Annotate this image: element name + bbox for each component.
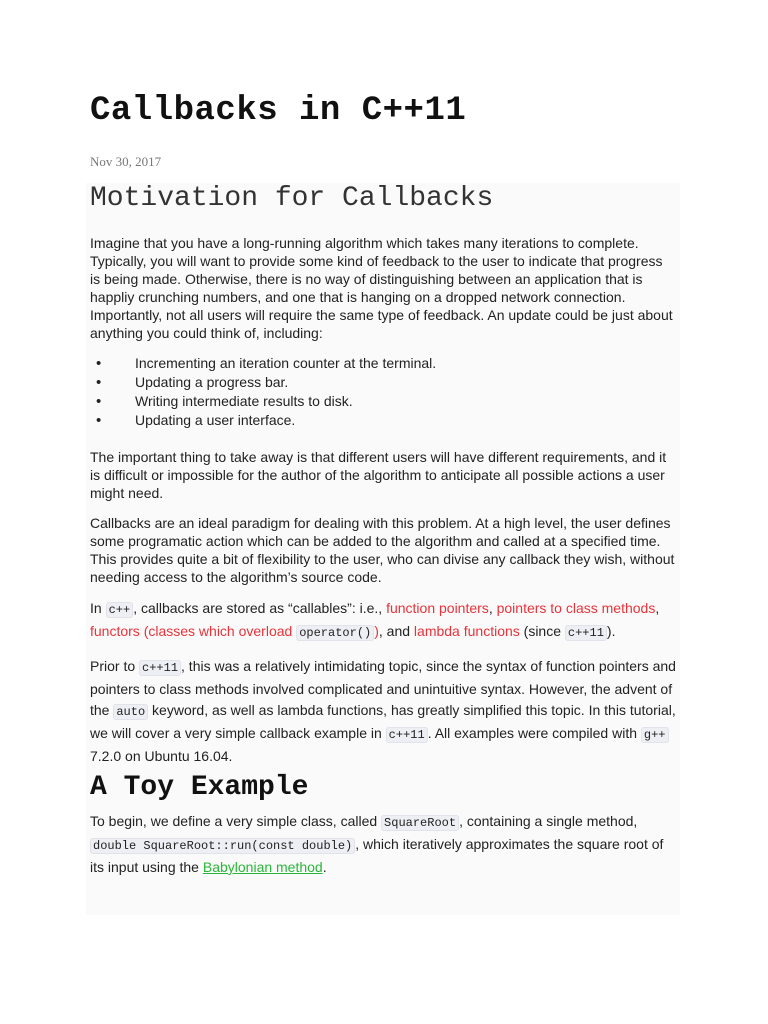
inline-code: operator() [296,625,374,641]
inline-code: c++ [106,602,134,618]
link-lambda-functions[interactable]: lambda functions [413,623,520,639]
text-span: . [322,859,327,875]
list-item: • Updating a progress bar. [90,373,676,392]
list-item: • Updating a user interface. [90,411,676,430]
paragraph-callables [90,598,676,644]
paragraph-intro: Imagine that you have a long-running algorithm which takes many iterations to complete. Typically, you will want to provide some kind of feedback to the user to indicate that progress is being made. Otherwise, there is no way of distinguishing between an application that is happliy crunching numbers, and one that is hanging on a dropped network connection. Importantly, not all users will require the same type of feedback. An update could be just about anything you could think of, including: [90,235,673,341]
link-pointers-to-class-methods[interactable]: pointers to class methods [496,600,656,616]
text-span: , containing a single method, [459,813,638,829]
text-span: , which iteratively approximates the square root of its input using the [90,836,664,875]
section-heading-toy-example: A Toy Example [90,772,309,803]
inline-code: double SquareRoot::run(const double) [90,838,355,854]
text-span: In [90,600,106,616]
section-heading-motivation: Motivation for Callbacks [90,183,494,214]
paragraph-callbacks-paradigm: Callbacks are an ideal paradigm for dealing with this problem. At a high level, the user defines some programatic action which can be added to the algorithm and called at a specified time. This provides quite a bit of flexibility to the user, who can divise any callback they wish, without needing access to the algorithm’s source code. [90,515,675,585]
post-date: Nov 30, 2017 [90,154,162,169]
link-function-pointers[interactable]: function pointers [386,600,489,616]
text-span: (since [519,623,565,639]
inline-code: c++11 [565,625,607,641]
link-text: ) [374,623,379,639]
text-span: ). [606,623,616,639]
list-item: • Incrementing an iteration counter at the terminal. [90,354,676,373]
inline-code: auto [113,704,148,720]
text-span: , callbacks are stored as “callables”: i.e., [133,600,387,616]
list-item: • Writing intermediate results to disk. [90,392,676,411]
inline-code: SquareRoot [381,815,459,831]
text-span: , and [378,623,414,639]
link-babylonian-method[interactable]: Babylonian method [202,859,323,875]
text-span: To begin, we define a very simple class, called [90,813,382,829]
paragraph-toy-example [90,811,676,878]
text-span: . All examples were compiled with [427,725,641,741]
text-span: , [655,600,660,616]
inline-code: c++11 [139,660,181,676]
text-span: , [488,600,497,616]
article-body [90,234,676,890]
inline-code: g++ [641,727,669,743]
inline-code: c++11 [386,727,428,743]
paragraph-requirements: The important thing to take away is that different users will have different requirements, and it is difficult or impossible for the author of the algorithm to anticipate all possible actions a user might need. [90,449,667,501]
text-span: , this was a relatively intimidating topic, since the syntax of function pointers and pointers to class methods involved complicated and unintuitive syntax. However, the advent of the [90,658,676,718]
link-text: functors (classes which overload [90,623,297,639]
feedback-list [90,354,676,430]
text-span: Prior to [90,658,140,674]
text-span: keyword, as well as lambda functions, has greatly simplified this topic. In this tutorial, we will cover a very simple callback example in [90,702,676,741]
paragraph-prior-to-cpp11 [90,656,676,767]
text-span: 7.2.0 on Ubuntu 16.04. [90,748,233,764]
article-title: Callbacks in C++11 [90,92,467,130]
link-functors[interactable] [90,623,379,639]
